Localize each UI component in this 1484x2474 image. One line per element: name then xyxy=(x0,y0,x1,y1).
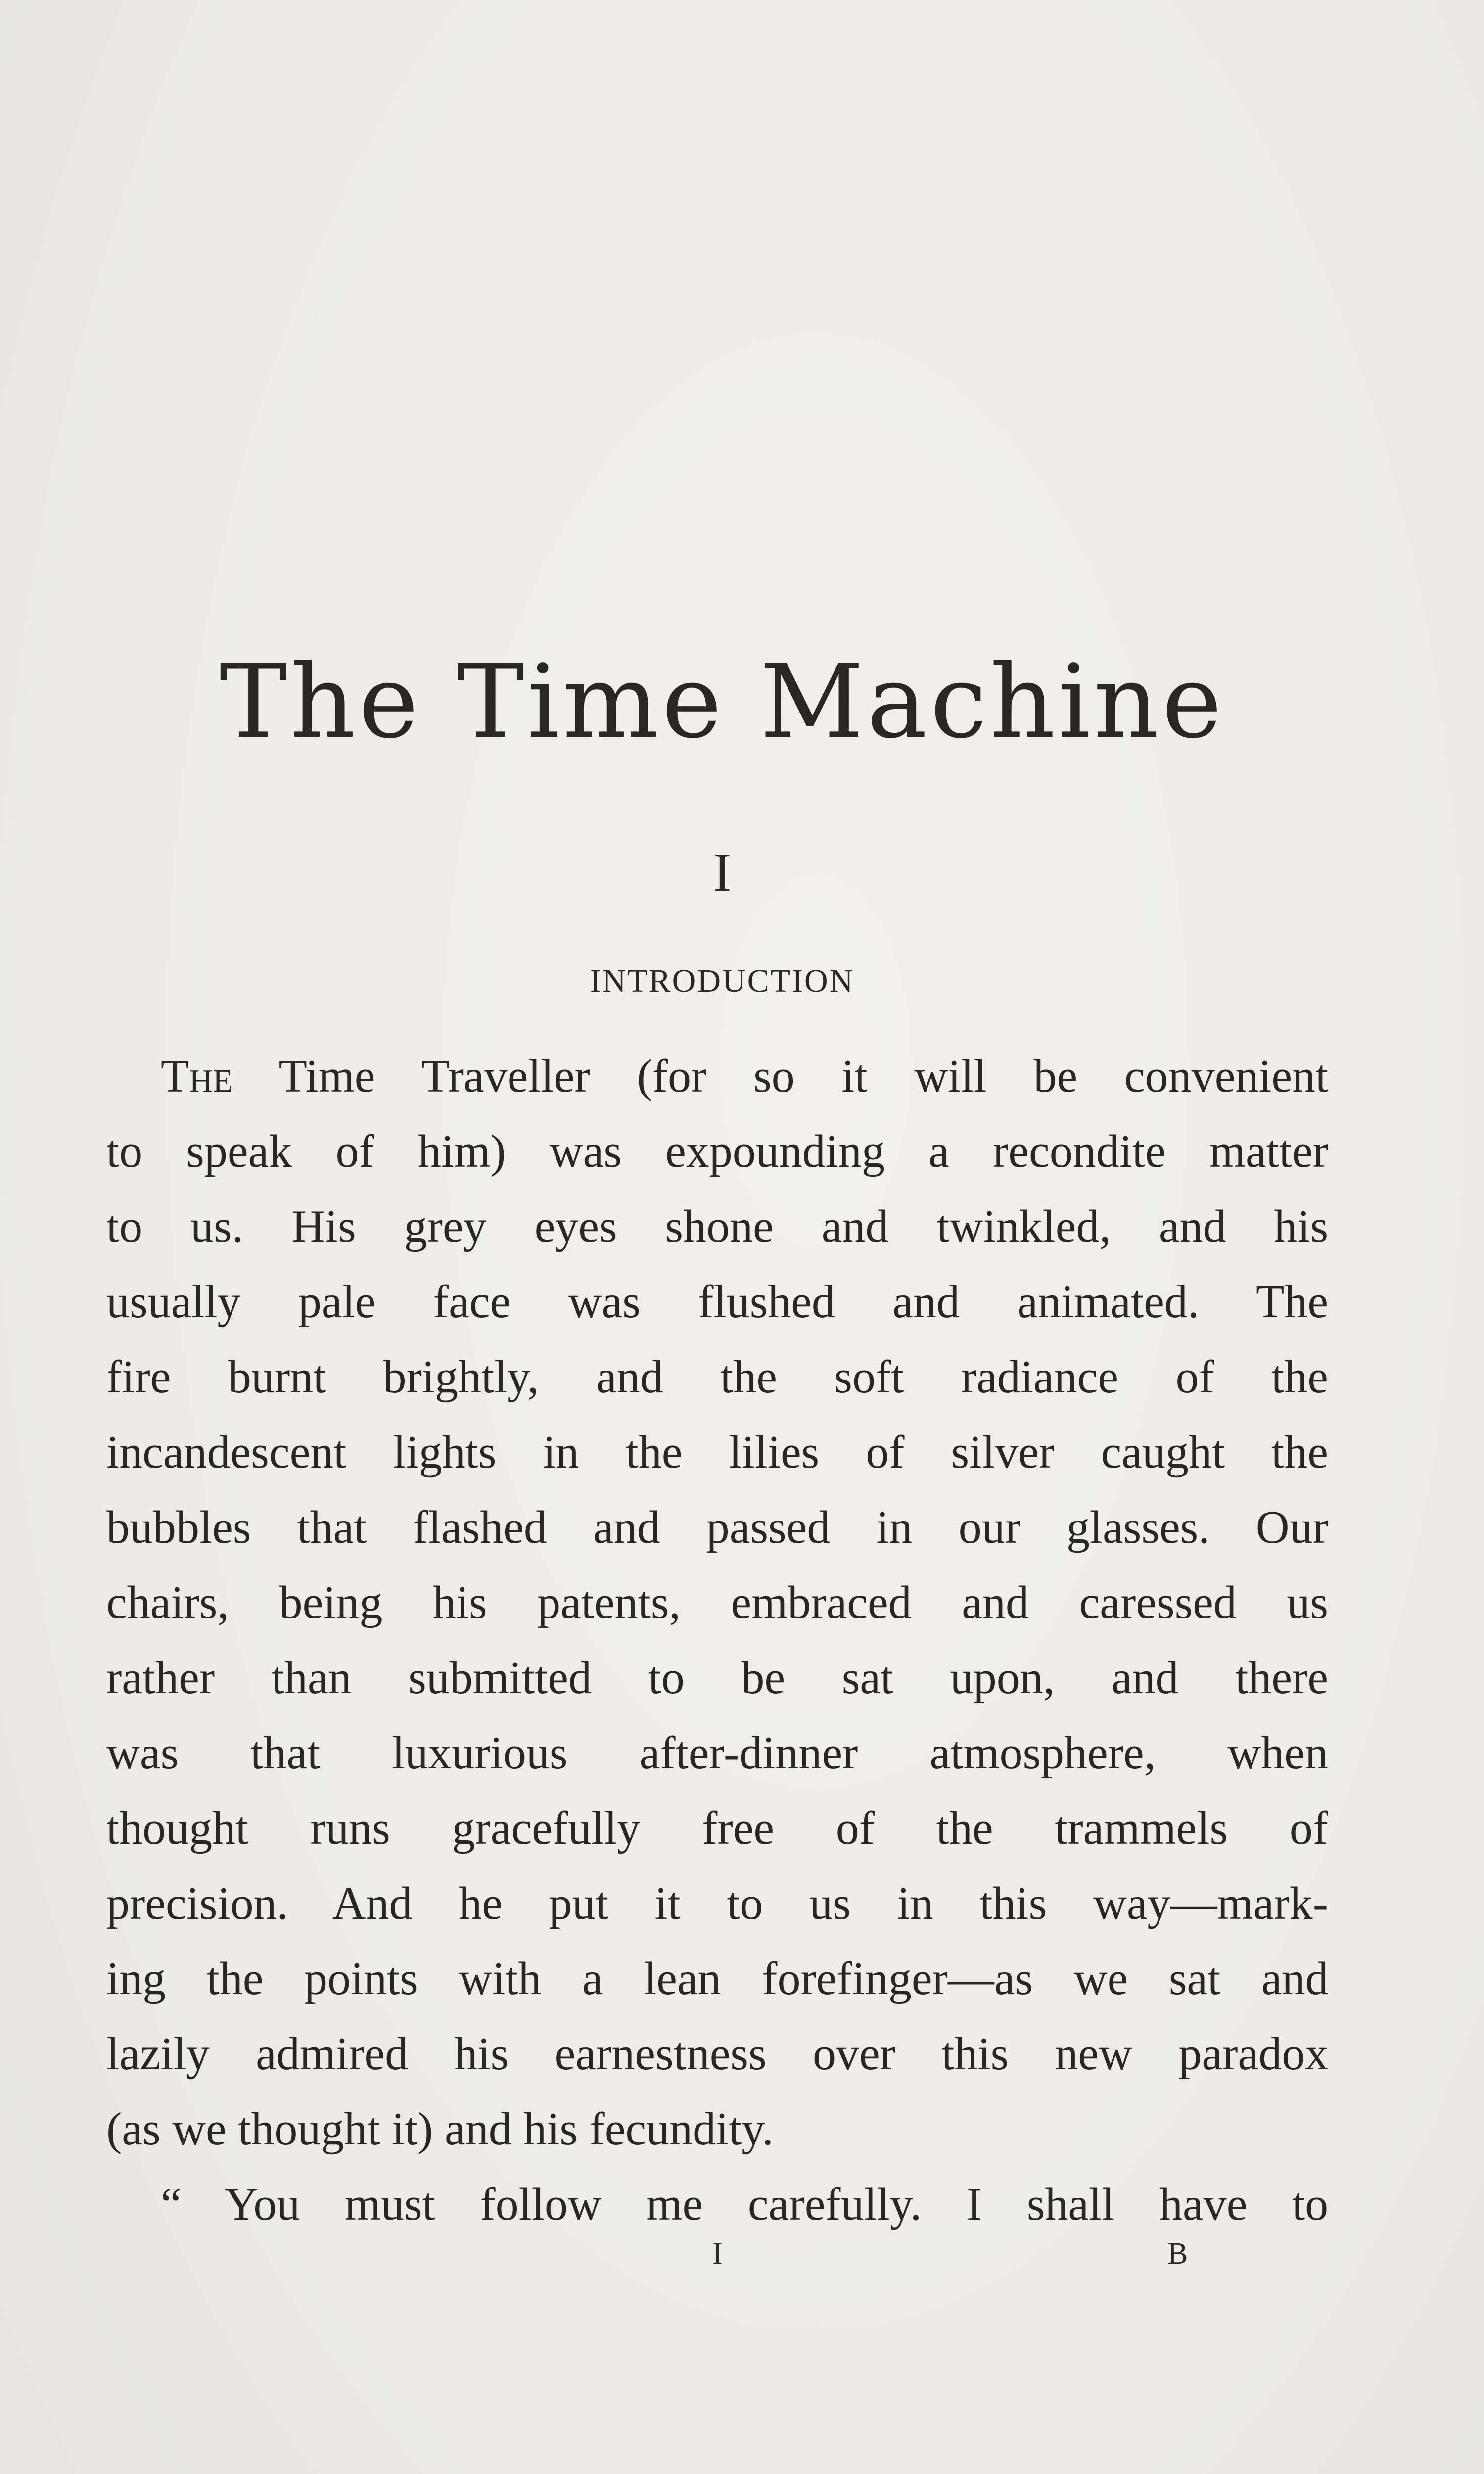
page-number: I xyxy=(712,2237,723,2271)
book-title: The Time Machine xyxy=(219,643,1225,761)
paragraph-line: (as we thought it) and his fecundity. xyxy=(106,2103,774,2155)
paragraph-line: fire burnt brightly, and the soft radiance of the xyxy=(106,1351,1328,1403)
paragraph-line: incandescent lights in the lilies of silver caught the xyxy=(106,1427,1328,1478)
paragraph-line: ing the points with a lean forefinger—as we sat and xyxy=(106,1953,1329,2004)
paragraph-line: chairs, being his patents, embraced and caressed us xyxy=(106,1577,1328,1628)
paragraph-line: lazily admired his earnestness over this new paradox xyxy=(106,2028,1329,2080)
paragraph-first-word: The xyxy=(161,1050,233,1102)
paragraph-line: to speak of him) was expounding a recondite matter xyxy=(106,1126,1328,1177)
next-paragraph-line: “ You must follow me carefully. I shall have to xyxy=(161,2179,1329,2230)
paragraph-line: was that luxurious after-dinner atmosphere, when xyxy=(106,1727,1328,1779)
signature-mark: B xyxy=(1167,2237,1188,2271)
chapter-number: I xyxy=(713,842,732,903)
paragraph-line: bubbles that flashed and passed in our glasses. Our xyxy=(106,1502,1328,1553)
paragraph-line: rather than submitted to be sat upon, and there xyxy=(106,1652,1329,1704)
chapter-title: INTRODUCTION xyxy=(590,963,855,999)
paragraph-line: thought runs gracefully free of the trammels of xyxy=(106,1803,1328,1854)
paragraph-line: precision. And he put it to us in this way—mark- xyxy=(106,1878,1329,1929)
paragraph-line: to us. His grey eyes shone and twinkled, and his xyxy=(106,1201,1329,1252)
paragraph-line: The Time Traveller (for so it will be convenient xyxy=(161,1050,1329,1102)
paragraph-line: usually pale face was flushed and animated. The xyxy=(106,1276,1329,1328)
